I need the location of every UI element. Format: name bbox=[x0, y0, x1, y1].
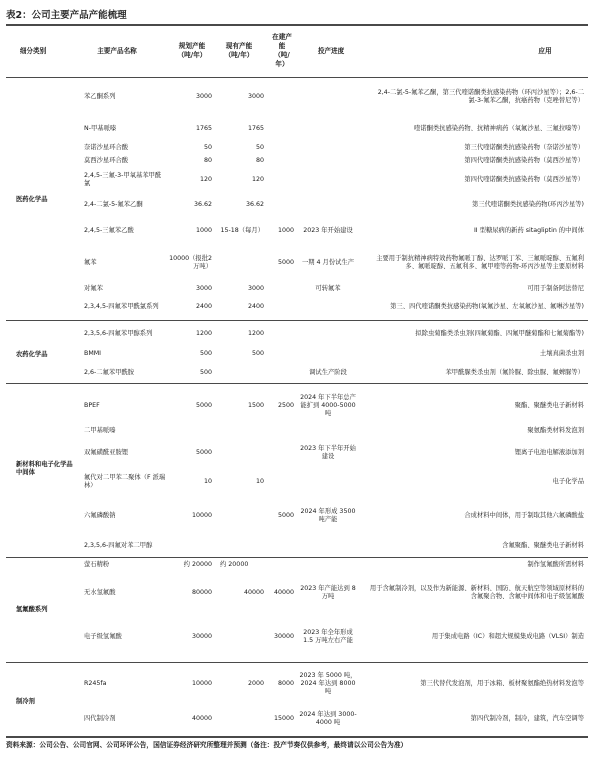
progress: 2023 年全年形成 1.5 万吨左右产能 bbox=[303, 628, 353, 644]
product-name: 2,3,5,6-四氟对苯二甲醇 bbox=[84, 541, 153, 549]
planned-capacity: 500 bbox=[199, 368, 212, 376]
application: 锂离子电池电解液添加剂 bbox=[514, 448, 584, 456]
product-name: 2,4,5-三氟-3-甲氧基苯甲酰氯 bbox=[84, 171, 162, 187]
building-capacity: 8000 bbox=[277, 679, 294, 687]
category-label: 医药化学品 bbox=[16, 195, 48, 203]
application: 可用于制备阿法替尼 bbox=[527, 284, 584, 292]
progress: 可转氟苯 bbox=[315, 284, 341, 292]
progress: 调试生产阶段 bbox=[309, 368, 347, 376]
existing-capacity: 40000 bbox=[243, 588, 264, 596]
product-name: 萤石精粉 bbox=[84, 560, 110, 568]
category-label: 制冷剂 bbox=[16, 697, 35, 705]
section-divider bbox=[6, 383, 588, 384]
application: 第三代喹诺酮类抗感染药物(环丙沙星等) bbox=[472, 200, 584, 208]
header-category: 细分类别 bbox=[19, 46, 47, 55]
existing-capacity bbox=[216, 425, 264, 437]
progress: 2024 年下半年总产能扩到 4000-5000 吨 bbox=[300, 393, 356, 418]
building-capacity bbox=[266, 347, 294, 361]
product-name: 氟苯 bbox=[84, 258, 97, 266]
category-label: 新材料和电子化学品中间体 bbox=[16, 460, 73, 476]
existing-capacity bbox=[216, 366, 264, 380]
planned-capacity: 1200 bbox=[195, 329, 212, 337]
application: 主要用于制抗精神病特效药物氟哌丁醇、达罗哌丁苯、三氟哌啶醇、五氟利多、氟哌啶醇、五氟利多、氟甲喹等药物-环丙沙星等主要原材料 bbox=[376, 254, 584, 270]
planned-capacity: 40000 bbox=[191, 714, 212, 722]
progress bbox=[298, 118, 358, 140]
progress bbox=[298, 155, 358, 167]
header-progress: 投产进度 bbox=[317, 46, 345, 55]
application: 含氟聚酯、聚醚类电子新材料 bbox=[502, 541, 584, 549]
building-capacity bbox=[266, 440, 294, 466]
progress: 一期 4 月份试生产 bbox=[301, 258, 355, 266]
bottom-rule bbox=[6, 736, 588, 738]
progress bbox=[298, 296, 358, 318]
product-name: 双氟磺酰亚胺锂 bbox=[84, 448, 129, 456]
progress bbox=[298, 194, 358, 216]
existing-capacity: 约 20000 bbox=[220, 560, 249, 568]
existing-capacity: 50 bbox=[255, 143, 264, 151]
building-capacity bbox=[266, 142, 294, 154]
product-name: 无水氢氟酸 bbox=[84, 588, 116, 596]
planned-capacity: 2400 bbox=[195, 302, 212, 310]
progress: 2023 年开始建设 bbox=[303, 226, 353, 234]
product-name: BPEF bbox=[84, 401, 100, 409]
building-capacity: 40000 bbox=[273, 588, 294, 596]
product-name: 电子级氢氟酸 bbox=[84, 632, 122, 640]
section-divider bbox=[6, 557, 588, 558]
planned-capacity: 30000 bbox=[191, 632, 212, 640]
building-capacity bbox=[266, 469, 294, 495]
section-divider bbox=[6, 320, 588, 321]
existing-capacity bbox=[216, 704, 264, 734]
building-capacity bbox=[266, 366, 294, 380]
planned-capacity: 10000（报批2 万吨） bbox=[169, 254, 212, 270]
application: 第四代制冷剂，制冷，建筑，汽车空调等 bbox=[470, 714, 584, 722]
progress bbox=[298, 169, 358, 191]
product-name: R245fa bbox=[84, 679, 107, 687]
progress bbox=[298, 347, 358, 361]
existing-capacity bbox=[216, 498, 264, 534]
progress: 2023 年产能达到 8 万吨 bbox=[300, 584, 356, 600]
existing-capacity: 120 bbox=[251, 175, 264, 183]
header-building: 在建产 能 （吨/ 年） bbox=[272, 33, 292, 68]
application: 制作氢氟酸所需材料 bbox=[527, 560, 584, 568]
product-name: 2,4,5-三氟苯乙酸 bbox=[84, 226, 134, 234]
planned-capacity: 10000 bbox=[191, 679, 212, 687]
application: 第三、四代喹诺酮类抗感染药物(氧氟沙星、左氧氟沙星、氟啉沙星等) bbox=[390, 302, 584, 310]
application: 合成材料中间体，用于制取其他六氟磷酸盐 bbox=[464, 511, 584, 519]
planned-capacity bbox=[170, 536, 212, 556]
progress: 2024 年达到 3000-4000 吨 bbox=[299, 710, 357, 726]
building-capacity bbox=[266, 155, 294, 167]
existing-capacity bbox=[216, 440, 264, 466]
application: 拟除虫菊酯类杀虫剂(四氟菊酯、四氟甲醚菊酯和七氟菊酯等) bbox=[415, 329, 584, 337]
header-planned: 规划产能 （吨/年） bbox=[177, 42, 207, 59]
building-capacity bbox=[266, 194, 294, 216]
existing-capacity: 1765 bbox=[247, 124, 264, 132]
existing-capacity: 2400 bbox=[247, 302, 264, 310]
progress bbox=[298, 536, 358, 556]
existing-capacity bbox=[216, 536, 264, 556]
table-title: 表2：公司主要产品产能梳理 bbox=[6, 10, 127, 21]
planned-capacity: 3000 bbox=[195, 92, 212, 100]
product-name: 2,6-二氟苯甲酰胺 bbox=[84, 368, 135, 376]
application: II 型糖尿病的新药 sitagliptin 的中间体 bbox=[473, 226, 584, 234]
planned-capacity: 80 bbox=[203, 156, 212, 164]
existing-capacity: 80 bbox=[255, 156, 264, 164]
product-name: 2,3,5,6-四氟苯甲醇系列 bbox=[84, 329, 153, 337]
building-capacity bbox=[266, 559, 294, 571]
application: 第四代喹诺酮类抗感染药物（莫西沙星等） bbox=[464, 156, 584, 164]
application: 用于含氟制冷剂，以及作为新能源、新材料、国防、航天航空等领域原材料的含氟聚合物、含氟中间体和电子级氢氟酸 bbox=[369, 584, 584, 600]
product-name: 2,4-二氯-5-氟苯乙酮 bbox=[84, 200, 143, 208]
product-name: 苯乙酮系列 bbox=[84, 92, 116, 100]
building-capacity bbox=[266, 425, 294, 437]
planned-capacity: 1000 bbox=[195, 226, 212, 234]
existing-capacity: 3000 bbox=[247, 284, 264, 292]
source-footnote: 资料来源：公司公告、公司官网、公司环评公告，国信证券经济研究所整理并预测（备注：投产节奏仅供参考，最终请以公司公告为准） bbox=[6, 741, 408, 749]
application: 土壤真菌杀虫剂 bbox=[539, 349, 584, 357]
existing-capacity: 36.62 bbox=[245, 200, 264, 208]
existing-capacity: 3000 bbox=[247, 92, 264, 100]
existing-capacity: 2000 bbox=[247, 679, 264, 687]
planned-capacity: 约 20000 bbox=[183, 560, 212, 568]
building-capacity: 1000 bbox=[277, 226, 294, 234]
product-name: 二甲基哌嗪 bbox=[84, 426, 116, 434]
planned-capacity: 120 bbox=[199, 175, 212, 183]
planned-capacity: 5000 bbox=[195, 448, 212, 456]
planned-capacity: 80000 bbox=[191, 588, 212, 596]
planned-capacity: 500 bbox=[199, 349, 212, 357]
product-name: 莫西沙星环合酸 bbox=[84, 156, 129, 164]
planned-capacity bbox=[170, 425, 212, 437]
application: 第四代喹诺酮类抗感染药物（莫西沙星等） bbox=[464, 175, 584, 183]
building-capacity: 2500 bbox=[277, 401, 294, 409]
building-capacity bbox=[266, 169, 294, 191]
building-capacity: 30000 bbox=[273, 632, 294, 640]
progress: 2023 年下半年开始建设 bbox=[300, 444, 356, 460]
application: 第三代喹诺酮类抗感染药物（奈诺沙星等） bbox=[464, 143, 584, 151]
product-name: 对氟苯 bbox=[84, 284, 103, 292]
progress bbox=[298, 469, 358, 495]
application: 聚酯、聚醚类电子新材料 bbox=[514, 401, 584, 409]
application: 2,4-二氯-5-氟苯乙酮，第三代喹诺酮类抗感染药物（环丙沙星等）；2,6-二氯-3-氟苯乙酮，抗癌药物（克唑替尼等） bbox=[377, 88, 584, 104]
header-application: 应用 bbox=[538, 46, 552, 55]
progress bbox=[298, 80, 358, 114]
product-name: 氟代对二甲苯二聚体（F 派瑞林） bbox=[84, 473, 166, 489]
building-capacity: 15000 bbox=[273, 714, 294, 722]
building-capacity: 5000 bbox=[277, 511, 294, 519]
planned-capacity: 36.62 bbox=[193, 200, 212, 208]
progress bbox=[298, 425, 358, 437]
planned-capacity: 1765 bbox=[195, 124, 212, 132]
product-name: 奈诺沙星环合酸 bbox=[84, 143, 129, 151]
section-divider bbox=[6, 662, 588, 663]
building-capacity bbox=[266, 536, 294, 556]
product-name: 2,3,4,5-四氟苯甲酰氯系列 bbox=[84, 302, 159, 310]
existing-capacity bbox=[216, 615, 264, 659]
planned-capacity: 10 bbox=[203, 477, 212, 485]
application: 用于集成电路（IC）和超大规模集成电路（VLSI）制造 bbox=[431, 632, 584, 640]
progress: 2023 年 5000 吨，2024 年达到 8000 吨 bbox=[299, 671, 357, 696]
product-name: BMMI bbox=[84, 349, 102, 357]
existing-capacity: 1500 bbox=[247, 401, 264, 409]
existing-capacity: 15-18（每月） bbox=[220, 226, 264, 234]
planned-capacity: 3000 bbox=[195, 284, 212, 292]
header-rule bbox=[6, 77, 588, 78]
building-capacity bbox=[266, 283, 294, 295]
existing-capacity bbox=[216, 245, 264, 281]
header-product: 主要产品名称 bbox=[97, 46, 137, 55]
product-name: N-甲基哌嗪 bbox=[84, 124, 117, 132]
planned-capacity: 10000 bbox=[191, 511, 212, 519]
product-name: 四代制冷剂 bbox=[84, 714, 116, 722]
planned-capacity: 50 bbox=[203, 143, 212, 151]
progress bbox=[298, 323, 358, 345]
application: 第三代替代发泡剂，用于冰箱、板材聚氨酯绝热材料发泡等 bbox=[420, 679, 584, 687]
application: 电子化学品 bbox=[552, 477, 584, 485]
existing-capacity: 1200 bbox=[247, 329, 264, 337]
planned-capacity: 5000 bbox=[195, 401, 212, 409]
progress bbox=[298, 142, 358, 154]
building-capacity bbox=[266, 118, 294, 140]
application: 苯甲酰脲类杀虫剂（氟铃脲、除虫脲、氟蜱脲等） bbox=[445, 368, 584, 376]
application: 喹诺酮类抗感染药物、抗精神病药（氧氟沙星、三氟拉嗪等） bbox=[413, 124, 584, 132]
header-existing: 现有产能 （吨/年） bbox=[224, 42, 254, 59]
product-name: 六氟磷酸钠 bbox=[84, 511, 116, 519]
building-capacity bbox=[266, 80, 294, 114]
category-label: 农药化学品 bbox=[16, 350, 48, 358]
building-capacity bbox=[266, 323, 294, 345]
progress bbox=[298, 559, 358, 571]
existing-capacity: 10 bbox=[255, 477, 264, 485]
category-label: 氢氟酸系列 bbox=[16, 605, 48, 613]
progress: 2024 年形成 3500 吨产能 bbox=[300, 507, 356, 523]
application: 聚氨酯类材料发泡剂 bbox=[527, 426, 584, 434]
building-capacity: 5000 bbox=[277, 258, 294, 266]
existing-capacity: 500 bbox=[251, 349, 264, 357]
building-capacity bbox=[266, 296, 294, 318]
